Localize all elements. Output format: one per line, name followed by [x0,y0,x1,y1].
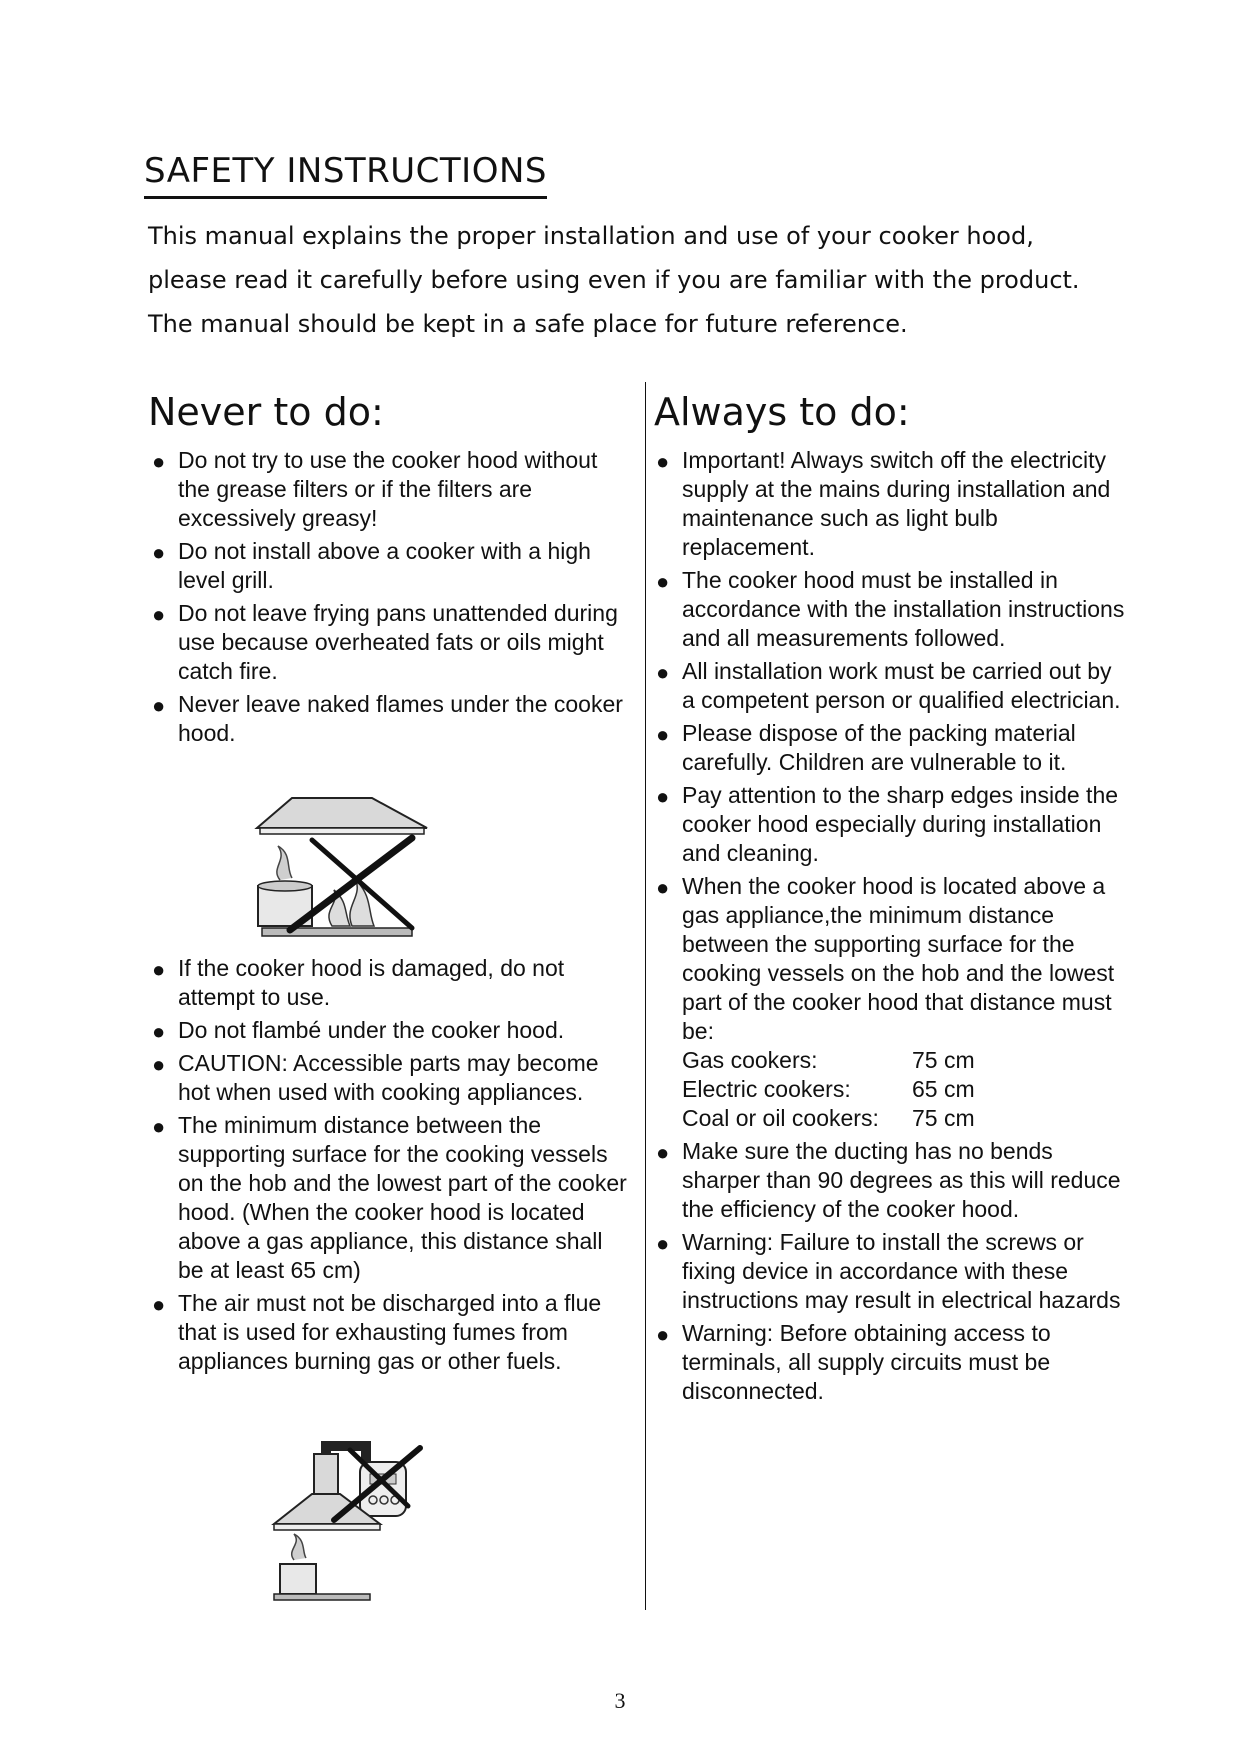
bullet-icon: ● [152,602,166,627]
bullet-icon: ● [152,1292,166,1317]
list-item: ● CAUTION: Accessible parts may become hot when used with cooking appliances. [152,1050,599,1105]
bullet-icon: ● [656,875,670,900]
always-list-a [656,446,1126,1410]
distance-row: Gas cookers: 75 cm [682,1047,975,1073]
never-list-b [152,954,632,1380]
bullet-icon: ● [656,1140,670,1165]
list-item: ● The minimum distance between the supporting surface for the cooking vessels on the hob and the lowest part of the cooker hood. (When the cooker hood is located above a gas appliance, this distance shall be at least 65 cm) [152,1112,627,1283]
bullet-icon: ● [152,693,166,718]
page-number: 3 [614,1688,626,1713]
intro-line: This manual explains the proper installation and use of your cooker hood, [148,222,1034,250]
column-divider [645,382,646,1610]
bullet-icon: ● [656,1231,670,1256]
list-item: ● Never leave naked flames under the cooker hood. [152,691,623,746]
list-item: ● Please dispose of the packing material carefully. Children are vulnerable to it. [656,720,1076,775]
list-item: ● The cooker hood must be installed in accordance with the installation instructions and all measurements followed. [656,567,1125,651]
no-naked-flames-illustration-icon [252,780,432,950]
list-item: ● Important! Always switch off the electricity supply at the mains during installation and maintenance such as light bulb replacement. [656,447,1111,560]
always-heading: Always to do: [654,390,910,434]
bullet-icon: ● [656,784,670,809]
list-item: ● The air must not be discharged into a flue that is used for exhausting fumes from appliances burning gas or other fuels. [152,1290,602,1374]
list-item: ● Do not flambé under the cooker hood. [152,1017,565,1044]
bullet-icon: ● [656,660,670,685]
bullet-icon: ● [656,1322,670,1347]
distance-row: Electric cookers: 65 cm [682,1076,975,1102]
intro-line: The manual should be kept in a safe place for future reference. [148,310,908,338]
bullet-icon: ● [656,449,670,474]
list-item: ● Make sure the ducting has no bends sharper than 90 degrees as this will reduce the efficiency of the cooker hood. [656,1138,1121,1222]
no-shared-flue-illustration-icon [270,1440,450,1610]
list-item: ● If the cooker hood is damaged, do not attempt to use. [152,955,565,1010]
bullet-icon: ● [152,957,166,982]
list-item: ● Do not install above a cooker with a high level grill. [152,538,591,593]
bullet-icon: ● [656,722,670,747]
bullet-icon: ● [656,569,670,594]
bullet-icon: ● [152,449,166,474]
never-heading: Never to do: [148,390,384,434]
distance-row: Coal or oil cookers: 75 cm [682,1105,975,1131]
list-item: ● Warning: Before obtaining access to terminals, all supply circuits must be disconnected. [656,1320,1051,1404]
list-item: ● When the cooker hood is located above a gas appliance,the minimum distance between the supporting surface for the cooking vessels on the hob and the lowest part of the cooker hood that distance must be: Gas cookers: 75 cm Electric cookers: 65 cm Coal or oil cookers: 75 cm [656,872,1126,1133]
never-list-a [152,446,632,752]
bullet-icon: ● [152,1019,166,1044]
list-item: ● All installation work must be carried out by a competent person or qualified electrician. [656,658,1121,713]
bullet-icon: ● [152,1052,166,1077]
list-item: ● Do not leave frying pans unattended during use because overheated fats or oils might catch fire. [152,600,618,684]
intro-paragraph [148,214,1148,346]
list-item: ● Warning: Failure to install the screws or fixing device in accordance with these instructions may result in electrical hazards [656,1229,1121,1313]
list-item: ● Do not try to use the cooker hood without the grease filters or if the filters are excessively greasy! [152,447,598,531]
bullet-icon: ● [152,1114,166,1139]
intro-line: please read it carefully before using even if you are familiar with the product. [148,266,1080,294]
bullet-icon: ● [152,540,166,565]
list-item: ● Pay attention to the sharp edges inside the cooker hood especially during installation and cleaning. [656,782,1119,866]
page-title: SAFETY INSTRUCTIONS [144,150,547,199]
